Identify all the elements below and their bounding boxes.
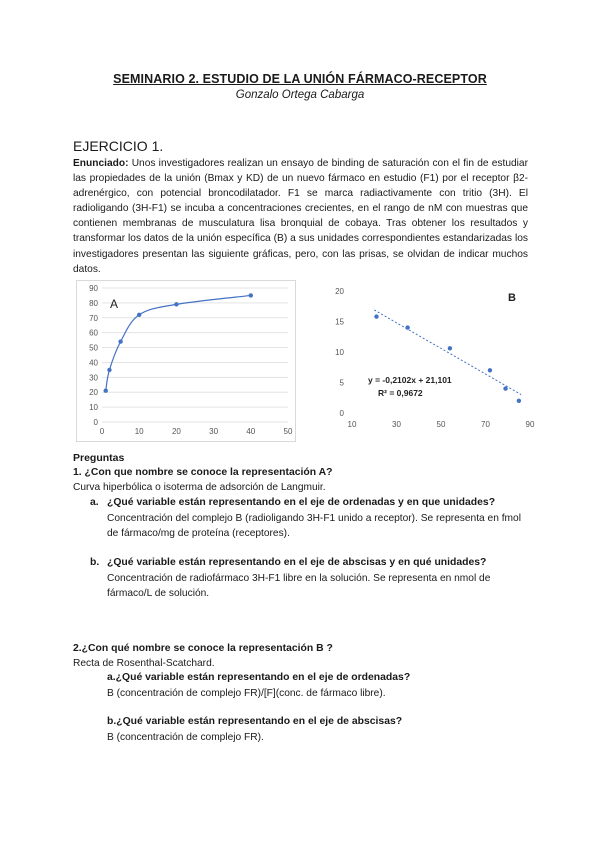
questions-heading: Preguntas xyxy=(73,452,125,464)
r-squared: R² = 0,9672 xyxy=(378,388,423,398)
data-point xyxy=(118,339,122,343)
data-point xyxy=(104,389,108,393)
data-point xyxy=(137,313,141,317)
y-tick-label: 10 xyxy=(89,403,98,413)
y-tick-label: 70 xyxy=(89,313,98,323)
question-1: 1. ¿Con que nombre se conoce la representación A? xyxy=(73,467,333,478)
data-point xyxy=(174,302,178,306)
y-tick-label: 0 xyxy=(93,418,98,427)
exercise-heading: EJERCICIO 1. xyxy=(73,138,164,154)
x-tick-label: 50 xyxy=(436,420,446,429)
statement-label: Enunciado: xyxy=(73,158,129,169)
x-tick-label: 70 xyxy=(481,420,490,429)
data-point xyxy=(448,346,452,350)
answer-1: Curva hiperbólica o isoterma de adsorción de Langmuir. xyxy=(73,482,326,493)
y-tick-label: 80 xyxy=(89,298,98,308)
q1a-label: a. xyxy=(90,497,99,508)
trend-equation: y = -0,2102x + 21,101 xyxy=(368,375,452,385)
y-tick-label: 5 xyxy=(339,378,344,388)
data-point xyxy=(107,368,111,372)
y-tick-label: 20 xyxy=(335,287,344,296)
answer-2a: B (concentración de complejo FR)/[F](conc. de fármaco libre). xyxy=(107,688,386,699)
x-tick-label: 40 xyxy=(246,427,256,436)
y-tick-label: 60 xyxy=(89,328,98,338)
x-tick-label: 50 xyxy=(283,427,293,436)
answer-1b: Concentración de radiofármaco 3H-F1 libre en la solución. Se representa en nmol de fármaco/L de solución. xyxy=(107,573,491,599)
x-tick-label: 20 xyxy=(171,427,181,436)
panel-label-b: B xyxy=(508,292,516,304)
answer-2b: B (concentración de complejo FR). xyxy=(107,732,264,743)
chart-b xyxy=(330,283,544,433)
y-tick-label: 50 xyxy=(89,343,98,353)
statement-text: Unos investigadores realizan un ensayo de binding de saturación con el fin de estudiar las propiedades de la unión (Bmax y KD) de un nuevo fármaco en estudio (F1) por el receptor β2-adrenérgico, con potencial broncodilatador. F1 se marca radiactivamente con tritio (3H). El radioligando (3H-F1) se incuba a concentraciones crecientes, en el rango de nM con muestras que contienen membranas de musculatura lisa bronquial de cobaya. Tras obtener los resultados y transformar los datos de la unión específica (B) a sus unidades correspondientes estandarizadas los investigadores presentan las siguiente gráficas, pero, con las prisas, se olvidan de indicar muchos datos. xyxy=(73,158,528,275)
answer-2: Recta de Rosenthal-Scatchard. xyxy=(73,658,215,669)
x-tick-label: 10 xyxy=(134,427,144,436)
data-point xyxy=(249,293,253,297)
panel-label-a: A xyxy=(110,297,119,311)
y-tick-label: 90 xyxy=(89,284,98,293)
x-tick-label: 10 xyxy=(347,420,357,429)
data-point xyxy=(503,386,507,390)
y-tick-label: 20 xyxy=(89,388,98,398)
answer-1a: Concentración del complejo B (radioligando 3H-F1 unido a receptor). Se representa en fmol de fármaco/mg de proteína (receptores). xyxy=(107,513,521,539)
question-1a: ¿Qué variable están representando en el eje de ordenadas y en que unidades? xyxy=(107,497,496,508)
y-tick-label: 40 xyxy=(89,358,98,368)
x-tick-label: 30 xyxy=(392,420,401,429)
author-name: Gonzalo Ortega Cabarga xyxy=(235,89,365,101)
x-tick-label: 90 xyxy=(525,420,535,429)
data-point xyxy=(517,399,521,403)
x-tick-label: 30 xyxy=(209,427,219,436)
question-2: 2.¿Con qué nombre se conoce la representación B ? xyxy=(73,643,333,654)
y-tick-label: 15 xyxy=(335,317,344,327)
y-tick-label: 0 xyxy=(339,409,344,418)
exercise-statement xyxy=(73,156,528,277)
document-title: SEMINARIO 2. ESTUDIO DE LA UNIÓN FÁRMACO-RECEPTOR xyxy=(113,72,487,86)
data-point xyxy=(488,368,492,372)
y-tick-label: 10 xyxy=(335,348,344,357)
chart-a xyxy=(76,280,296,442)
x-tick-label: 0 xyxy=(99,427,105,436)
question-2b: b.¿Qué variable están representando en el eje de abscisas? xyxy=(107,716,403,727)
data-point xyxy=(374,314,378,318)
question-1b: ¿Qué variable están representando en el eje de abscisas y en qué unidades? xyxy=(107,557,487,568)
q1b-label: b. xyxy=(90,557,100,568)
y-tick-label: 30 xyxy=(89,373,98,383)
question-2a: a.¿Qué variable están representando en el eje de ordenadas? xyxy=(107,672,411,683)
data-point xyxy=(405,325,409,329)
